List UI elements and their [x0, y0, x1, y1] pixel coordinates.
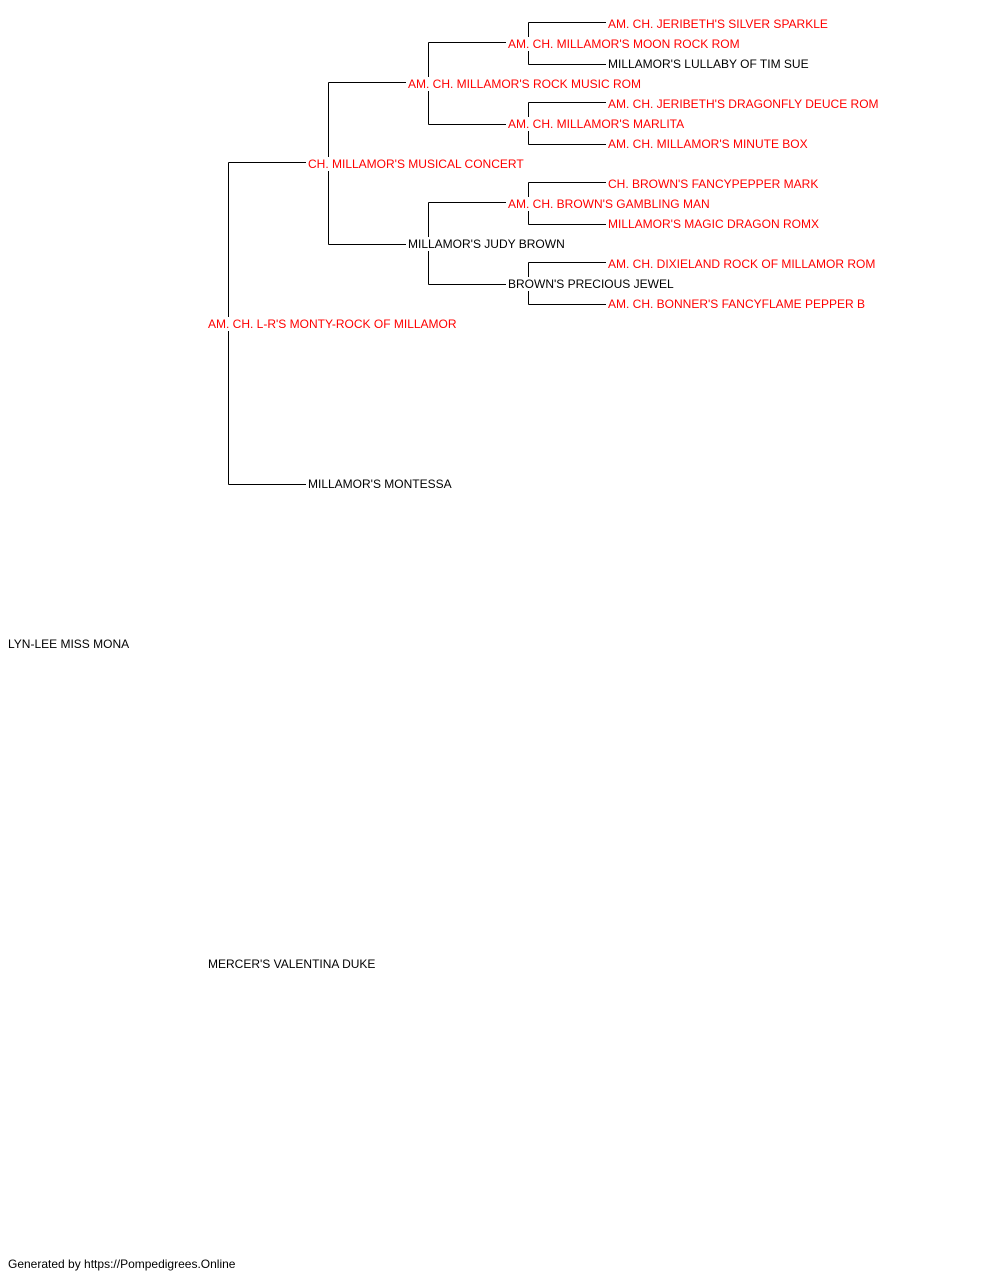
gen5-name-4: AM. CH. MILLAMOR'S MINUTE BOX: [608, 137, 808, 151]
subject-name: LYN-LEE MISS MONA: [8, 637, 130, 651]
generated-by-footer: Generated by https://Pompedigrees.Online: [8, 1257, 236, 1271]
gen5-name-1: AM. CH. JERIBETH'S SILVER SPARKLE: [608, 17, 828, 31]
gen5-name-2: MILLAMOR'S LULLABY OF TIM SUE: [608, 57, 809, 71]
gen5-name-3: AM. CH. JERIBETH'S DRAGONFLY DEUCE ROM: [608, 97, 879, 111]
gen4-name-1: AM. CH. MILLAMOR'S MOON ROCK ROM: [508, 37, 740, 51]
sire-dam-name: MILLAMOR'S MONTESSA: [308, 477, 452, 491]
gen5-name-6: MILLAMOR'S MAGIC DRAGON ROMX: [608, 217, 819, 231]
sire-sire-name: CH. MILLAMOR'S MUSICAL CONCERT: [308, 157, 524, 171]
gen5-name-5: CH. BROWN'S FANCYPEPPER MARK: [608, 177, 819, 191]
sire-name: AM. CH. L-R'S MONTY-ROCK OF MILLAMOR: [208, 317, 457, 331]
gen5-name-8: AM. CH. BONNER'S FANCYFLAME PEPPER B: [608, 297, 866, 311]
gen5-name-7: AM. CH. DIXIELAND ROCK OF MILLAMOR ROM: [608, 257, 876, 271]
gen4-name-3: AM. CH. BROWN'S GAMBLING MAN: [508, 197, 710, 211]
gen3-sire-name: AM. CH. MILLAMOR'S ROCK MUSIC ROM: [408, 77, 641, 91]
gen4-name-2: AM. CH. MILLAMOR'S MARLITA: [508, 117, 685, 131]
gen4-name-4: BROWN'S PRECIOUS JEWEL: [508, 277, 674, 291]
gen3-dam-name: MILLAMOR'S JUDY BROWN: [408, 237, 565, 251]
dam-name: MERCER'S VALENTINA DUKE: [208, 957, 376, 971]
